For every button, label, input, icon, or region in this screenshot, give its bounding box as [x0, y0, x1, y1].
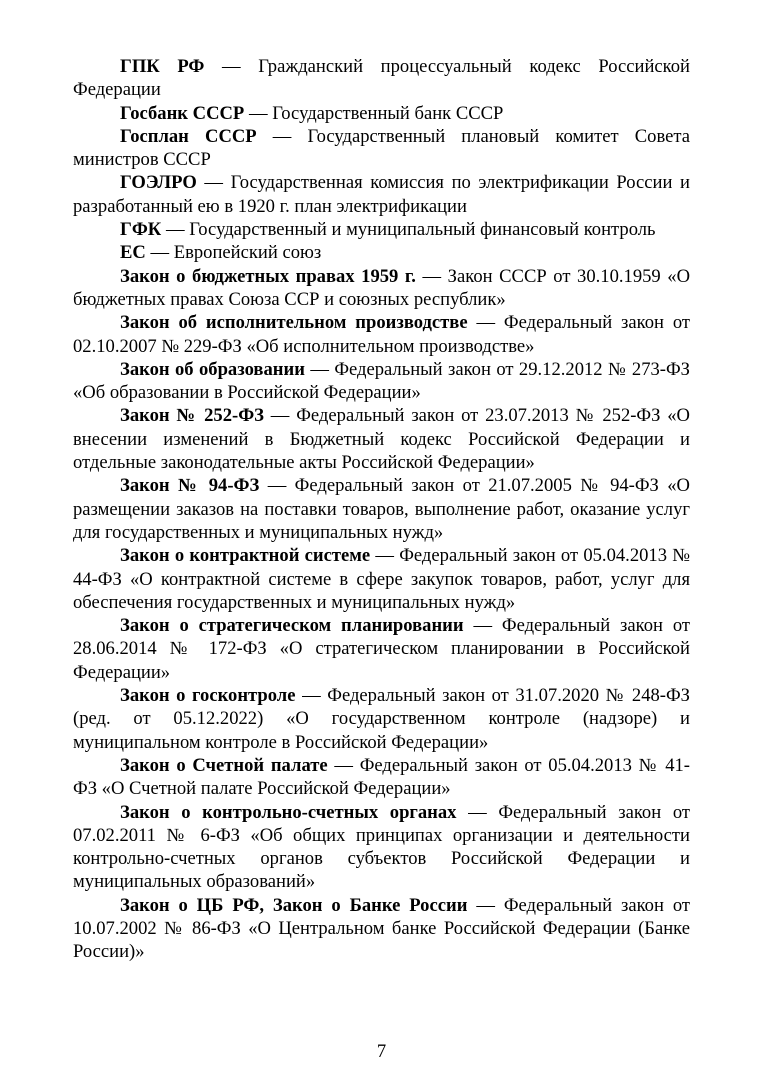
glossary-term: Закон № 252-ФЗ	[120, 405, 264, 427]
glossary-definition: — Федеральный закон от 05.04.2013 № 41-ФЗ «О Счетной палате Российской Федерации»	[73, 754, 690, 800]
glossary-term: Закон о Счетной палате	[120, 754, 328, 776]
glossary-entry-gosbank	[73, 102, 690, 125]
glossary-definition: — Федеральный закон от 28.06.2014 № 172-ФЗ «О стратегическом планировании в Российской Федерации»	[73, 615, 690, 683]
glossary-entry-education-law	[73, 358, 690, 405]
page-number: 7	[376, 1041, 387, 1062]
glossary-entry-budget-rights-law	[73, 265, 690, 312]
glossary-definition: — Федеральный закон от 05.04.2013 № 44-ФЗ «О контрактной системе в сфере закупок товаров, работ, услуг для обеспечения государственных и муниципальных нужд»	[73, 545, 690, 613]
glossary-definition: — Федеральный закон от 23.07.2013 № 252-ФЗ «О внесении изменений в Бюджетный кодекс Российской Федерации и отдельные законодательные акты Российской Федерации»	[73, 405, 690, 474]
glossary-definition: — Федеральный закон от 29.12.2012 № 273-ФЗ «Об образовании в Российской Федерации»	[73, 358, 690, 404]
glossary-term: Закон об исполнительном производстве	[120, 312, 468, 334]
glossary-term: ЕС	[120, 242, 146, 264]
glossary-definition: — Федеральный закон от 10.07.2002 № 86-ФЗ «О Центральном банке Российской Федерации (Банке России)»	[73, 894, 691, 963]
glossary-definition: — Федеральный закон от 02.10.2007 № 229-ФЗ «Об исполнительном производстве»	[73, 312, 690, 357]
glossary-definition: — Федеральный закон от 21.07.2005 № 94-ФЗ «О размещении заказов на поставки товаров, выполнение работ, оказание услуг для государственных и муниципальных нужд»	[73, 475, 690, 543]
glossary-term: Закон № 94-ФЗ	[120, 475, 260, 497]
glossary-definition: — Государственный и муниципальный финансовый контроль	[161, 219, 656, 241]
glossary-term: Закон о госконтроле	[120, 685, 296, 707]
glossary-term: Закон о контрактной системе	[120, 545, 371, 567]
glossary-entry-enforcement-law	[73, 311, 690, 358]
glossary-entry-central-bank-law	[73, 894, 690, 964]
glossary-term: Закон о ЦБ РФ, Закон о Банке России	[120, 894, 468, 916]
glossary-term: Закон о контрольно-счетных органах	[120, 801, 457, 823]
glossary-definition: — Гражданский процессуальный кодекс Российской Федерации	[73, 56, 690, 101]
glossary-entry-gpk	[73, 55, 690, 102]
glossary-entry-goelro	[73, 171, 690, 218]
glossary-term: ГФК	[120, 219, 162, 241]
glossary-entry-gosplan	[73, 125, 690, 172]
glossary-term: Госбанк СССР	[120, 102, 245, 124]
glossary-entry-strategic-planning-law	[73, 614, 690, 684]
glossary-entry-control-bodies-law	[73, 801, 690, 894]
glossary-definition: — Государственная комиссия по электрификации России и разработанный ею в 1920 г. план электрификации	[73, 172, 690, 217]
glossary-term: ГПК РФ	[120, 56, 205, 77]
glossary-term: ГОЭЛРО	[120, 172, 197, 194]
glossary-entry-law-252	[73, 404, 690, 474]
glossary-entry-law-94	[73, 474, 690, 544]
glossary-term: Закон о стратегическом планировании	[120, 615, 464, 637]
glossary-definition: — Закон СССР от 30.10.1959 «О бюджетных правах Союза ССР и союзных республик»	[73, 265, 691, 310]
glossary-definition: — Государственный банк СССР	[244, 102, 504, 124]
glossary-definition: — Государственный плановый комитет Совета министров СССР	[73, 125, 690, 171]
glossary-term: Закон о бюджетных правах 1959 г.	[120, 265, 416, 287]
glossary-definition: — Федеральный закон от 31.07.2020 № 248-ФЗ (ред. от 05.12.2022) «О государственном контроле (надзоре) и муниципальном контроле в Российской Федерации»	[73, 685, 690, 753]
glossary-entry-goscontrol-law	[73, 684, 690, 754]
glossary-list	[73, 55, 690, 964]
glossary-entry-es	[73, 241, 690, 264]
glossary-entry-accounts-chamber-law	[73, 754, 690, 801]
glossary-definition: — Европейский союз	[145, 242, 322, 264]
glossary-term: Госплан СССР	[120, 125, 257, 147]
glossary-entry-contract-system-law	[73, 544, 690, 614]
glossary-entry-gfk	[73, 218, 690, 241]
glossary-definition: — Федеральный закон от 07.02.2011 № 6-ФЗ «Об общих принципах организации и деятельности контрольно-счетных органов субъектов Российской Федерации и муниципальных образований»	[73, 801, 690, 893]
glossary-term: Закон об образовании	[120, 358, 305, 380]
